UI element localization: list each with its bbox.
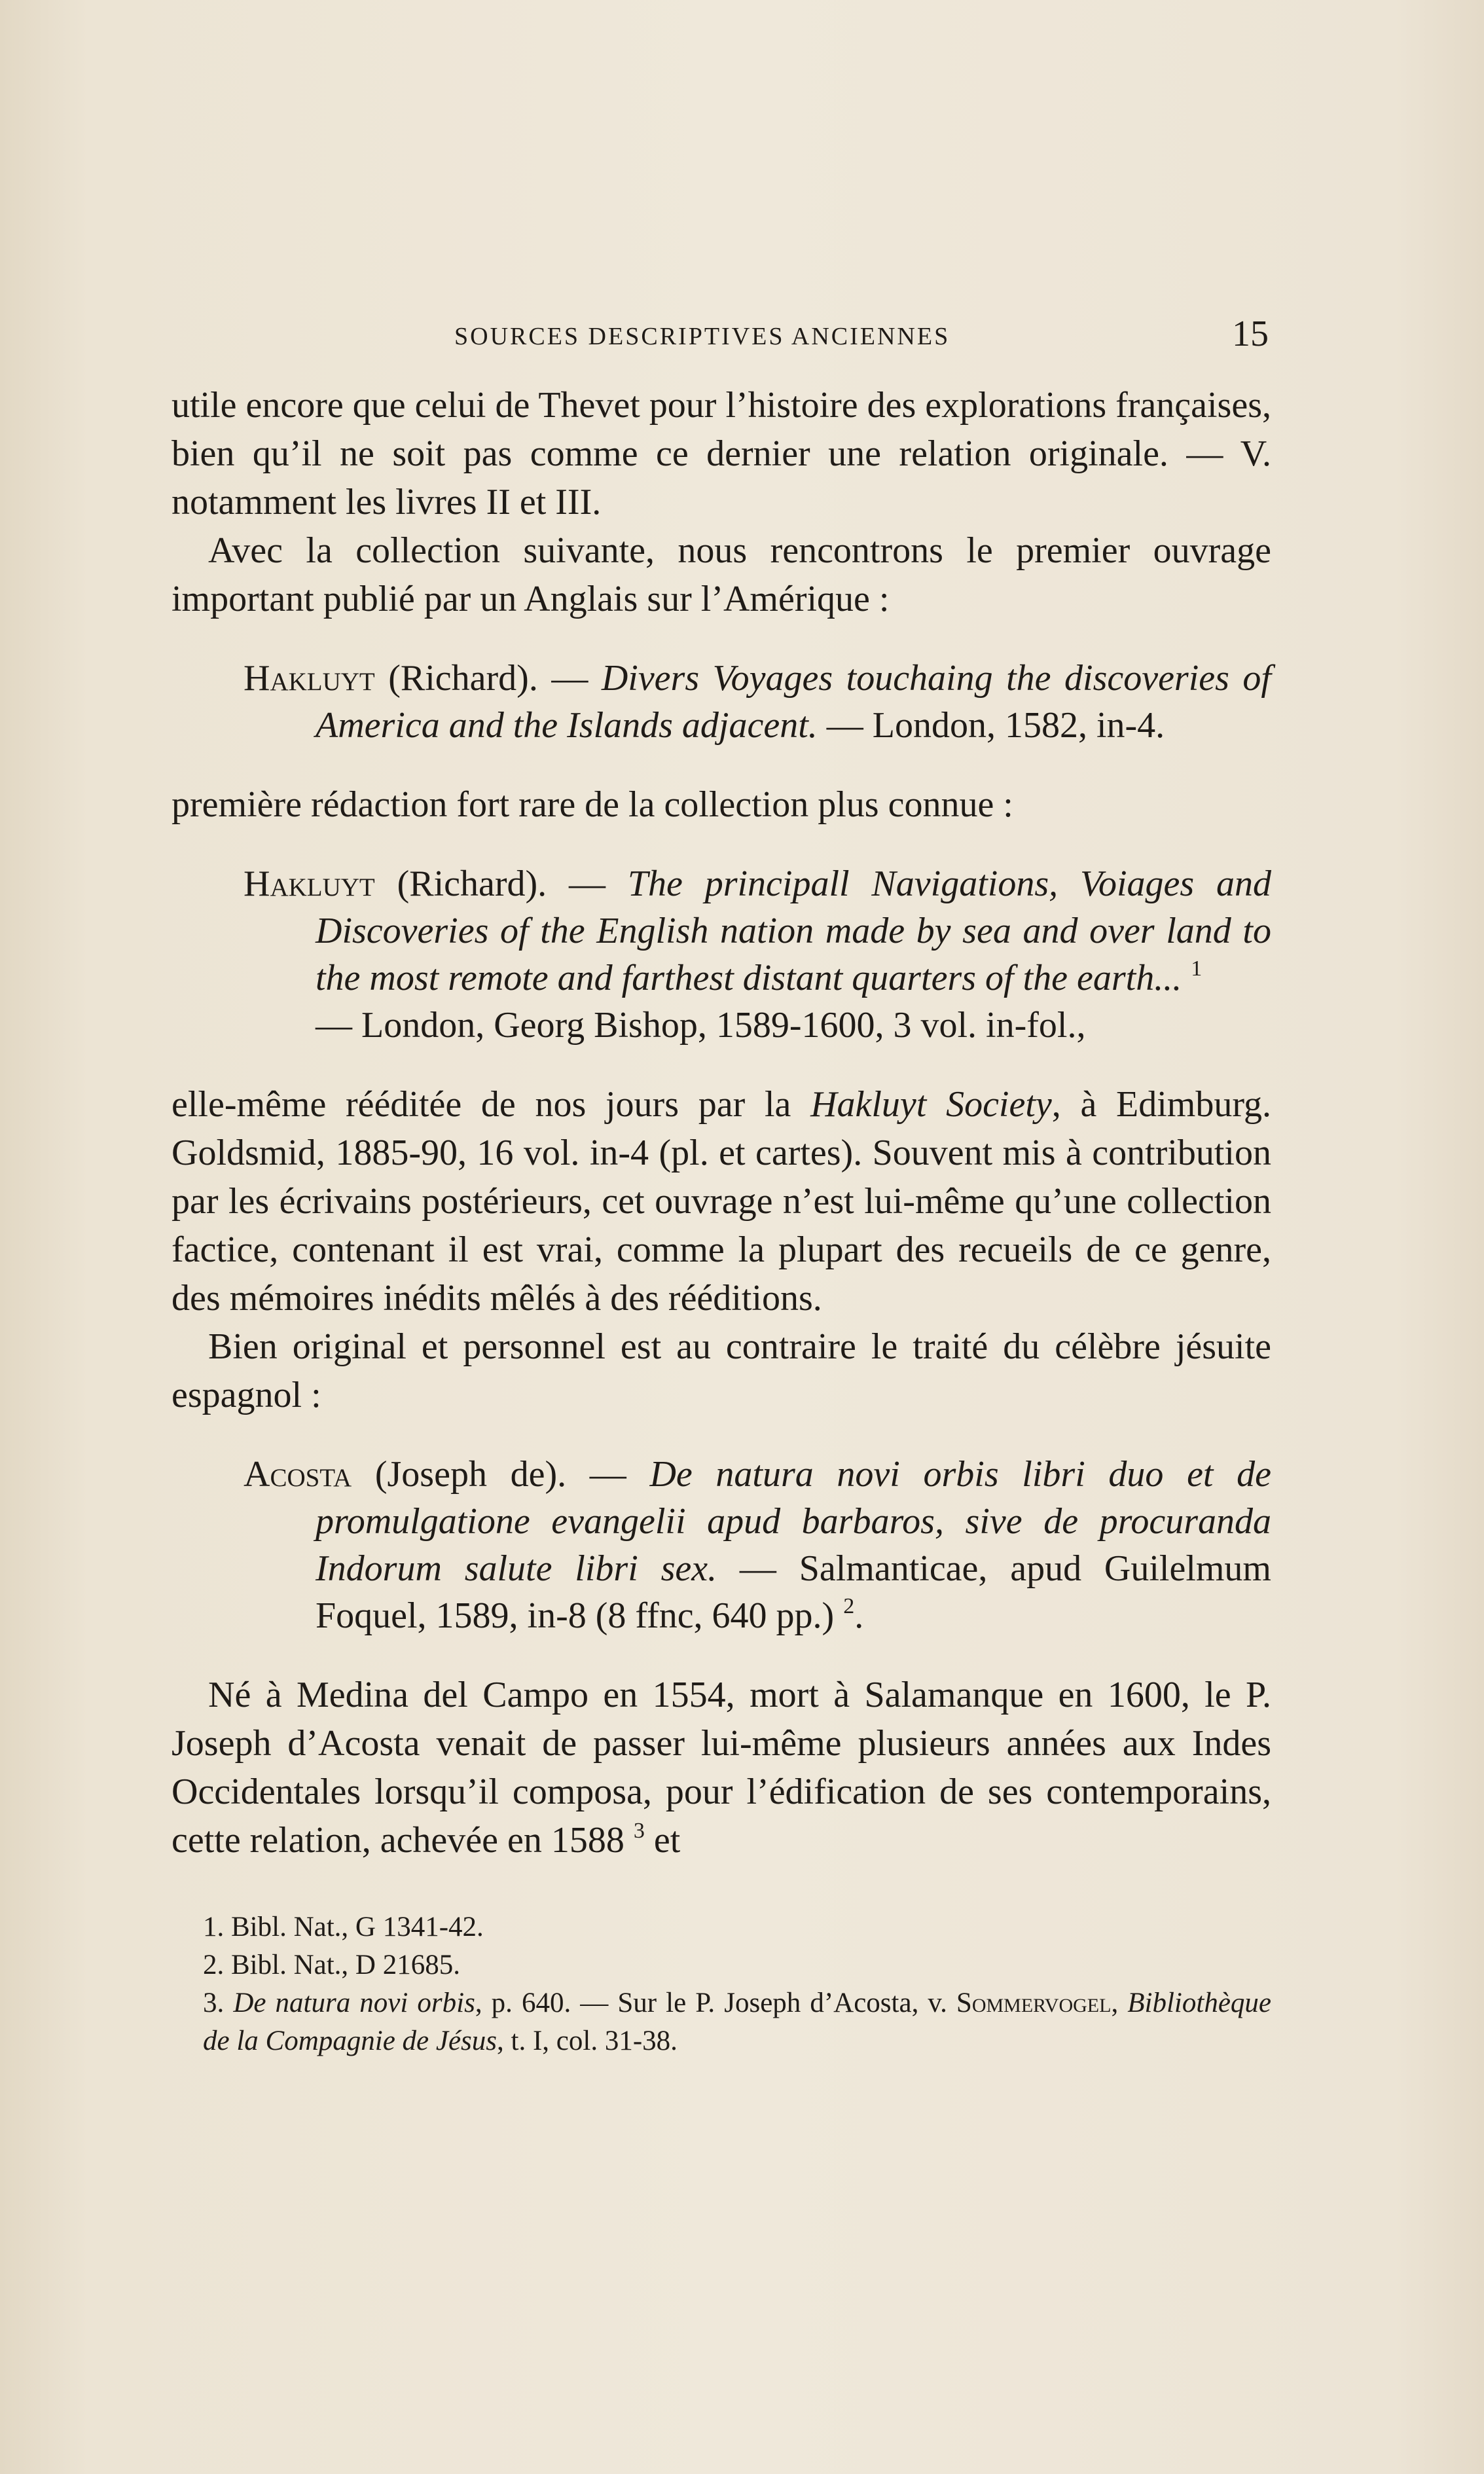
paragraph-3: première rédaction fort rare de la collection plus connue : — [172, 784, 1013, 825]
footnote-3-number: 3. — [203, 1988, 234, 2018]
paragraph-6 — [172, 1671, 1271, 1865]
footnote-ref-3: 3 — [633, 1819, 645, 1843]
entry-author: Hakluyt — [244, 864, 375, 904]
entry-author-rest: (Richard). — — [374, 864, 628, 904]
footnote-ref-1: 1 — [1191, 956, 1203, 981]
entry-imprint: — Salmanticae, apud Guilelmum Foquel, 1589, in-8 (8 ffnc, 640 pp.) — [316, 1548, 1271, 1636]
footnote-2: 2. Bibl. Nat., D 21685. — [203, 1950, 460, 1980]
bibliographic-entry-hakluyt-1589 — [172, 860, 1271, 1049]
footnote-3 — [203, 1984, 1271, 2060]
entry-author: Acosta — [244, 1454, 352, 1495]
body-text — [172, 381, 1271, 1865]
entry-end: . — [854, 1595, 864, 1636]
paragraph-4-text-a: elle-même rééditée de nos jours par la — [172, 1084, 811, 1125]
footnotes — [203, 1908, 1271, 2060]
paragraph-4-text-b: , à Edimburg. Goldsmid, 1885-90, 16 vol. in-4 (pl. et cartes). Souvent mis à contribution par les écrivains postérieurs, cet ouvrage n’est lui-même qu’une collection factice, contenant il est vrai, comme la plupart des recueils de ce genre, des mémoires inédits mêlés à des rééditions. — [172, 1084, 1271, 1319]
entry-imprint: — London, 1582, in-4. — [817, 705, 1165, 746]
footnote-3-author: Sommervogel — [956, 1988, 1112, 2018]
paragraph-4 — [172, 1080, 1271, 1322]
footnote-3-sep: , — [1111, 1988, 1128, 2018]
entry-author-rest: (Joseph de). — — [352, 1454, 650, 1495]
page-header — [172, 313, 1271, 365]
paragraph-5: Bien original et personnel est au contraire le traité du célèbre jésuite espagnol : — [172, 1326, 1271, 1415]
running-title: SOURCES DESCRIPTIVES ANCIENNES — [454, 323, 950, 350]
entry-imprint: — London, Georg Bishop, 1589-1600, 3 vol. in-fol., — [316, 1005, 1086, 1046]
entry-author: Hakluyt — [244, 658, 375, 699]
footnote-3-title: De natura novi orbis — [233, 1988, 475, 2018]
entry-author-rest: (Richard). — — [374, 658, 602, 699]
footnote-3-text-a: , p. 640. — Sur le P. Joseph d’Acosta, v. — [475, 1988, 956, 2018]
footnote-3-text-b: , t. I, col. 31-38. — [497, 2026, 678, 2056]
footnote-1: 1. Bibl. Nat., G 1341-42. — [203, 1912, 484, 1942]
entry-title: De natura novi orbis libri duo et de promulgatione evangelii apud barbaros, sive de procuranda Indorum salute libri sex. — [316, 1454, 1272, 1589]
bibliographic-entry-hakluyt-1582 — [172, 655, 1271, 749]
footnote-3-work: Bibliothèque de la Compagnie de Jésus — [203, 1988, 1271, 2056]
entry-title: The principall Navigations, Voiages and Discoveries of the English nation made by sea and over land to the most remote and farthest distant quarters of the earth... — [316, 864, 1271, 998]
page-number: 15 — [1232, 314, 1269, 354]
paragraph-6-text-b: et — [644, 1820, 681, 1861]
entry-title: Divers Voyages touchaing the discoveries of America and the Islands adjacent. — [316, 658, 1271, 746]
paragraph-2: Avec la collection suivante, nous rencontrons le premier ouvrage important publié par un Anglais sur l’Amérique : — [172, 530, 1271, 619]
paragraph-6-text-a: Né à Medina del Campo en 1554, mort à Salamanque en 1600, le P. Joseph d’Acosta venait de passer lui-même plusieurs années aux Indes Occidentales lorsqu’il composa, pour l’édification de ses contemporains, cette relation, achevée en 1588 — [172, 1675, 1271, 1861]
bibliographic-entry-acosta-1589 — [172, 1451, 1271, 1639]
footnote-ref-2: 2 — [843, 1594, 855, 1618]
paragraph-1: utile encore que celui de Thevet pour l’histoire des explorations françaises, bien qu’il ne soit pas comme ce dernier une relation originale. — V. notamment les livres II et III. — [172, 385, 1271, 522]
hakluyt-society: Hakluyt Society — [810, 1084, 1052, 1125]
